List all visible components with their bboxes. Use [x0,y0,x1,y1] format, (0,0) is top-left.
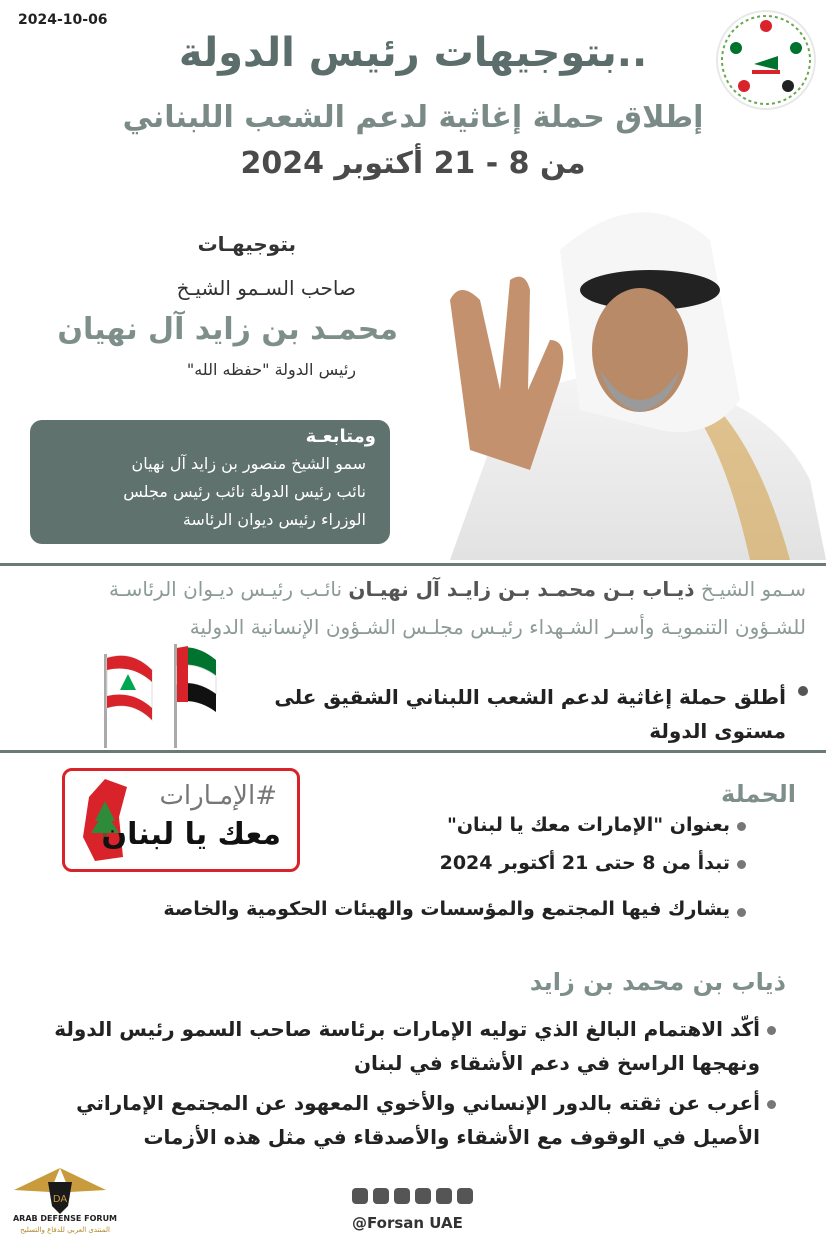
social-handle[interactable]: @Forsan UAE [352,1214,463,1232]
campaign-heading: الحملة [721,780,796,808]
campaign-dates: من 8 - 21 أكتوبر 2024 [240,146,586,181]
patron-prefix: سـمو الشيـخ [700,577,806,601]
theyab-heading: ذياب بن محمد بن زايد [529,968,786,996]
campaign-item: بعنوان "الإمارات معك يا لبنان" [446,814,730,836]
x-icon[interactable] [394,1188,410,1204]
action-statement: أطلق حملة إغاثية لدعم الشعب اللبناني الشقيق على مستوى الدولة [274,685,786,743]
facebook-icon[interactable] [415,1188,431,1204]
forum-mark: DA [52,1194,68,1205]
bullet-dot [737,822,746,831]
theyab-statement: أكّد الاهتمام البالغ الذي توليه الإمارات برئاسة صاحب السمو رئيس الدولة ونهجها الراسخ في دعم الأشقاء في لبنان [54,1017,760,1075]
directive-label: بتوجيهـات [197,232,296,256]
instagram-icon[interactable] [436,1188,452,1204]
divider [0,563,826,566]
bullet-dot [767,1026,776,1035]
follow-up-line: الوزراء رئيس ديوان الرئاسة [182,510,366,529]
snapchat-icon[interactable] [457,1188,473,1204]
date-stamp: 2024-10-06 [18,12,108,28]
follow-up-line: سمو الشيخ منصور بن زايد آل نهيان [131,454,366,473]
directive-honorific: صاحب السـمو الشيـخ [176,276,356,300]
patron-name: ذيـاب بـن محمـد بـن زايـد آل نهيـان [348,577,695,601]
campaign-item: يشارك فيها المجتمع والمؤسسات والهيئات الحكومية والخاصة [163,898,730,920]
leader-portrait [410,190,826,560]
follow-up-heading: ومتابعـة [305,426,376,447]
page-title: بتوجيهات رئيس الدولة.. [178,30,648,76]
campaign-logo [62,768,300,872]
follow-up-box [30,420,390,544]
bullet-dot [737,908,746,917]
follow-up-line: نائب رئيس الدولة نائب رئيس مجلس [123,482,366,501]
campaign-slogan: معك يا لبنان [101,817,281,852]
forum-arabic-name: المنتدى العربي للدفاع والتسليح [20,1226,110,1234]
campaign-item: تبدأ من 8 حتى 21 أكتوبر 2024 [439,852,730,874]
theyab-statement: أعرب عن ثقته بالدور الإنساني والأخوي المعهود عن المجتمع الإماراتي الأصيل في الوقوف مع الأشقاء والأصدقاء في مثل هذه الأزمات [76,1091,760,1149]
leader-role: رئيس الدولة "حفظه الله" [186,360,356,379]
bullet-dot [737,860,746,869]
patron-paragraph [60,570,806,646]
bullet-dot [798,686,808,696]
forum-name: ARAB DEFENSE FORUM [12,1214,118,1223]
divider [0,750,826,753]
leader-name: محمـد بن زايد آل نهيان [57,312,398,347]
patron-title: نائـب رئيـس ديـوان الرئاسـة للشـؤون التنمويـة وأسـر الشـهداء رئيـس مجلـس الشـؤون الإنسانية الدولية [109,577,806,639]
social-icons [352,1188,476,1208]
bullet-dot [767,1100,776,1109]
page-subtitle: إطلاق حملة إغاثية لدعم الشعب اللبناني [122,100,704,135]
campaign-hashtag: #الإمـارات [159,781,277,811]
flags-illustration [92,640,222,750]
youtube-icon[interactable] [352,1188,368,1204]
telegram-icon[interactable] [373,1188,389,1204]
